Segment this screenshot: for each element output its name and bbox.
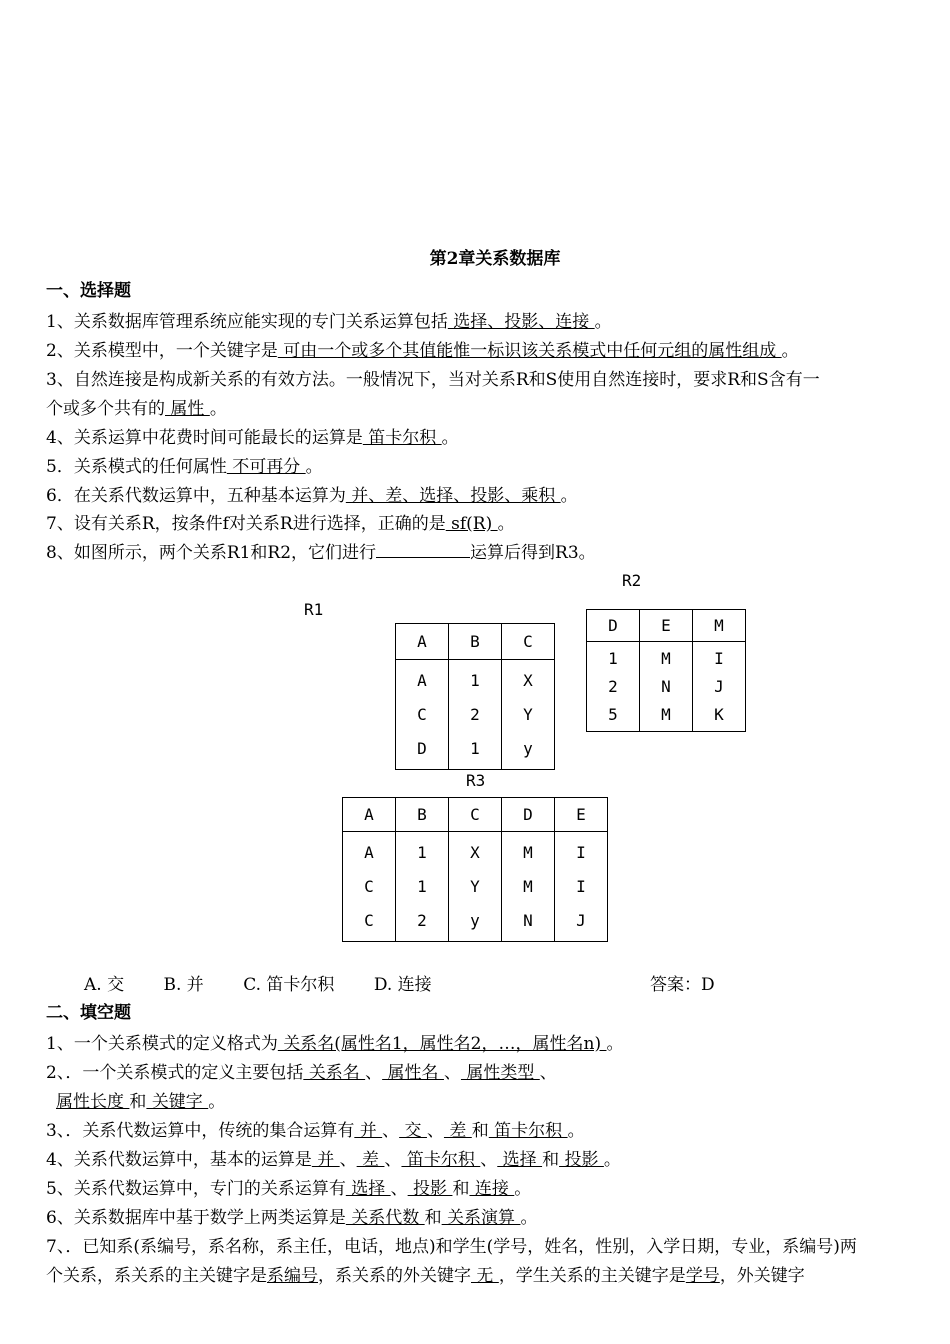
q7-text: 7、设有关系R，按条件f对关系R进行选择，正确的是 [46, 514, 446, 534]
r3-header: D [502, 798, 555, 832]
fill-5 [46, 1178, 531, 1200]
q8-blank [376, 541, 470, 558]
question-2 [46, 340, 799, 362]
q6-answer: 并、差、选择、投影、乘积 [345, 486, 561, 506]
r3-col-a: A C C [343, 832, 396, 942]
option-d: D. 连接 [373, 975, 432, 995]
r1-header: A [396, 624, 449, 660]
r3-header: A [343, 798, 396, 832]
q2-end: 。 [781, 341, 799, 361]
f2-text: 2、．一个关系模式的定义主要包括 [46, 1063, 304, 1083]
r1-label: R1 [304, 600, 324, 619]
question-1 [46, 311, 612, 333]
fill-1 [46, 1033, 623, 1055]
r3-col-b: 1 1 2 [396, 832, 449, 942]
r3-header: E [555, 798, 608, 832]
r3-label: R3 [466, 771, 486, 790]
f3-sep: 、 [382, 1121, 400, 1141]
section-fill-heading: 二、填空题 [46, 1003, 131, 1023]
f4-sep: 、 [339, 1150, 357, 1170]
r1-col-c: X Y y [502, 660, 555, 770]
f3-end: 。 [567, 1121, 585, 1141]
f5-end: 。 [514, 1179, 532, 1199]
question-8 [46, 541, 596, 564]
f4-answer-1: 并 [311, 1150, 340, 1170]
f3-answer-1: 并 [354, 1121, 383, 1141]
f2-sep: 、 [365, 1063, 383, 1083]
fill-7-line2 [46, 1265, 805, 1287]
q1-answer: 选择、投影、连接 [447, 312, 595, 332]
question-5 [46, 456, 323, 478]
f7-text: 个关系，系关系的主关键字是 [46, 1266, 267, 1286]
q4-text: 4、关系运算中花费时间可能最长的运算是 [46, 428, 363, 448]
section-choice-heading: 一、选择题 [46, 281, 131, 301]
f7-answer-3: 学号 [685, 1266, 720, 1286]
q1-text: 1、关系数据库管理系统应能实现的专门关系运算包括 [46, 312, 448, 332]
f1-answer: 关系名(属性名1，属性名2，…，属性名n) [277, 1034, 607, 1054]
f6-end: 。 [520, 1208, 538, 1228]
f2-answer-1: 关系名 [303, 1063, 366, 1083]
r2-header: E [640, 610, 693, 642]
f2-end: 。 [208, 1092, 226, 1112]
f3-sep: 、 [426, 1121, 444, 1141]
f7-text: ，外关键字 [719, 1266, 805, 1286]
option-a: A. 交 [84, 975, 125, 995]
q2-answer: 可由一个或多个其值能惟一标识该关系模式中任何元组的属性组成 [277, 341, 782, 361]
r3-col-e: I I J [555, 832, 608, 942]
r2-header: D [587, 610, 640, 642]
r2-header: M [693, 610, 746, 642]
f5-answer-3: 连接 [469, 1179, 515, 1199]
f2-answer-2: 属性名 [382, 1063, 444, 1083]
f5-answer-2: 投影 [407, 1179, 453, 1199]
r3-header: B [396, 798, 449, 832]
f5-answer-1: 选择 [345, 1179, 391, 1199]
q5-text: 5．关系模式的任何属性 [46, 457, 227, 477]
r3-header: C [449, 798, 502, 832]
f6-answer-2: 关系演算 [441, 1208, 521, 1228]
f4-and: 和 [542, 1150, 560, 1170]
f4-sep: 、 [480, 1150, 498, 1170]
f2-and: 和 [129, 1092, 147, 1112]
r1-header: B [449, 624, 502, 660]
question-3-line1: 3、自然连接是构成新关系的有效方法。一般情况下，当对关系R和S使用自然连接时，要求R和S含有一 [46, 370, 820, 390]
f6-answer-1: 关系代数 [345, 1208, 425, 1228]
r2-col-e: M N M [640, 642, 693, 732]
r1-col-a: A C D [396, 660, 449, 770]
f7-text: ，系关系的外关键字 [318, 1266, 471, 1286]
f3-and: 和 [471, 1121, 489, 1141]
q3-end: 。 [209, 399, 227, 419]
q1-end: 。 [594, 312, 612, 332]
f2-sep: 、 [539, 1063, 557, 1083]
q3-text: 个或多个共有的 [46, 399, 165, 419]
q2-text: 2、关系模型中，一个关键字是 [46, 341, 278, 361]
f2-answer-4: 属性长度 [56, 1092, 130, 1112]
f4-answer-4: 选择 [497, 1150, 543, 1170]
f4-end: 。 [603, 1150, 621, 1170]
fill-2-line1 [46, 1062, 557, 1084]
r2-label: R2 [622, 571, 642, 590]
f6-text: 6、关系数据库中基于数学上两类运算是 [46, 1208, 346, 1228]
r2-col-m: I J K [693, 642, 746, 732]
relation-r2-table [586, 609, 746, 732]
f2-answer-3: 属性类型 [460, 1063, 540, 1083]
f3-answer-4: 笛卡尔积 [488, 1121, 568, 1141]
q8-end: 运算后得到R3。 [470, 543, 596, 563]
chapter-title: 第2章关系数据库 [429, 249, 561, 269]
f5-sep: 、 [390, 1179, 408, 1199]
question-7 [46, 513, 515, 535]
f3-text: 3、．关系代数运算中，传统的集合运算有 [46, 1121, 355, 1141]
r1-col-b: 1 2 1 [449, 660, 502, 770]
q4-end: 。 [441, 428, 459, 448]
q3-answer: 属性 [165, 399, 210, 419]
q4-answer: 笛卡尔积 [362, 428, 442, 448]
relation-r3-table [342, 797, 608, 942]
q7-answer: sf(R) [445, 514, 498, 534]
f5-text: 5、关系代数运算中，专门的关系运算有 [46, 1179, 346, 1199]
fill-2-line2 [56, 1091, 225, 1113]
option-b: B. 并 [163, 975, 204, 995]
fill-6 [46, 1207, 537, 1229]
r3-col-c: X Y y [449, 832, 502, 942]
f6-and: 和 [424, 1208, 442, 1228]
f2-answer-5: 关键字 [146, 1092, 209, 1112]
f7-answer-1: 系编号 [267, 1266, 318, 1286]
question-3-line2 [46, 398, 227, 420]
r1-header: C [502, 624, 555, 660]
fill-3 [46, 1120, 585, 1142]
q8-answer: 答案：D [650, 975, 715, 995]
f4-answer-5: 投影 [559, 1150, 604, 1170]
fill-7-line1: 7、．已知系(系编号，系名称，系主任，电话，地点)和学生(学号，姓名，性别，入学日期，专业，系编号)两 [46, 1237, 857, 1257]
relation-r1-table [395, 623, 555, 770]
option-c: C. 笛卡尔积 [243, 975, 335, 995]
q6-end: 。 [560, 486, 578, 506]
f1-end: 。 [606, 1034, 624, 1054]
r2-col-d: 1 2 5 [587, 642, 640, 732]
f3-answer-3: 差 [443, 1121, 472, 1141]
f7-answer-2: 无 [471, 1266, 499, 1286]
question-6 [46, 485, 578, 507]
f4-answer-2: 差 [356, 1150, 385, 1170]
f4-sep: 、 [384, 1150, 402, 1170]
f7-text: ，学生关系的主关键字是 [498, 1266, 686, 1286]
r3-col-d: M M N [502, 832, 555, 942]
f4-text: 4、关系代数运算中，基本的运算是 [46, 1150, 312, 1170]
f1-text: 1、一个关系模式的定义格式为 [46, 1034, 278, 1054]
f3-answer-2: 交 [399, 1121, 427, 1141]
question-4 [46, 427, 459, 449]
q8-options [84, 970, 466, 995]
f4-answer-3: 笛卡尔积 [401, 1150, 481, 1170]
fill-4 [46, 1149, 621, 1171]
f2-sep: 、 [443, 1063, 461, 1083]
q6-text: 6．在关系代数运算中，五种基本运算为 [46, 486, 346, 506]
f5-and: 和 [452, 1179, 470, 1199]
q5-answer: 不可再分 [226, 457, 306, 477]
q7-end: 。 [497, 514, 515, 534]
q5-end: 。 [305, 457, 323, 477]
q8-text: 8、如图所示，两个关系R1和R2，它们进行 [46, 543, 377, 563]
